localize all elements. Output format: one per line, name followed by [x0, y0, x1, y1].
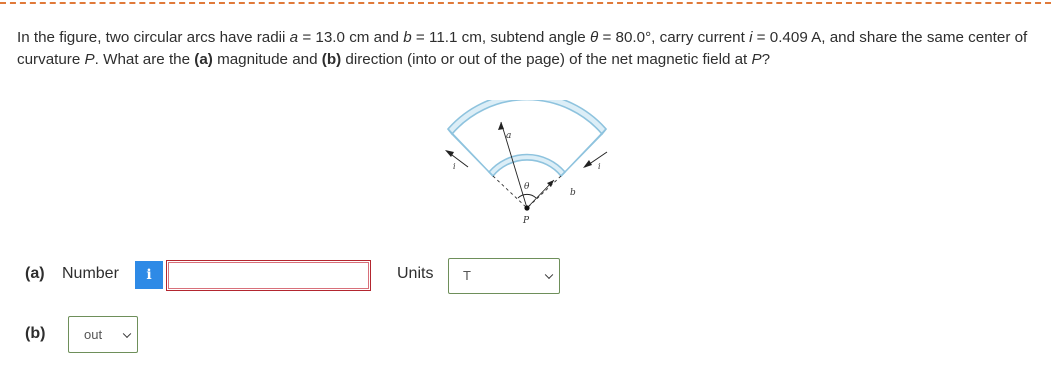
question-text: In the figure, two circular arcs have radii a = 13.0 cm and b = 11.1 cm, subtend angle θ = 80.0°, carry current i = 0.409 A, and share the same center of curvature P. What are the (a) magnitude and (b) direction (into or out of the page) of the net magnetic field at P?	[17, 29, 1028, 68]
number-input[interactable]	[166, 260, 371, 291]
arc-figure	[440, 100, 620, 230]
number-label: Number	[62, 265, 119, 282]
direction-select[interactable]	[68, 316, 138, 353]
label-P: P	[523, 216, 530, 226]
outer-arc	[448, 100, 606, 134]
inner-arc	[489, 154, 565, 176]
label-b: b	[570, 188, 576, 198]
chevron-down-icon	[123, 329, 131, 337]
chevron-down-icon	[545, 271, 553, 279]
units-label: Units	[397, 265, 434, 282]
info-icon[interactable]: i	[135, 261, 163, 289]
direction-selected-value: out	[84, 327, 103, 342]
label-i-left: i	[453, 162, 456, 171]
label-i-right: i	[598, 162, 601, 171]
units-select[interactable]	[448, 258, 560, 294]
label-a: a	[506, 131, 512, 141]
part-b-label: (b)	[25, 325, 46, 342]
part-a-label: (a)	[25, 265, 45, 282]
label-theta: θ	[524, 182, 530, 192]
top-dashed-border	[0, 2, 1051, 4]
units-selected-value: T	[463, 268, 471, 283]
